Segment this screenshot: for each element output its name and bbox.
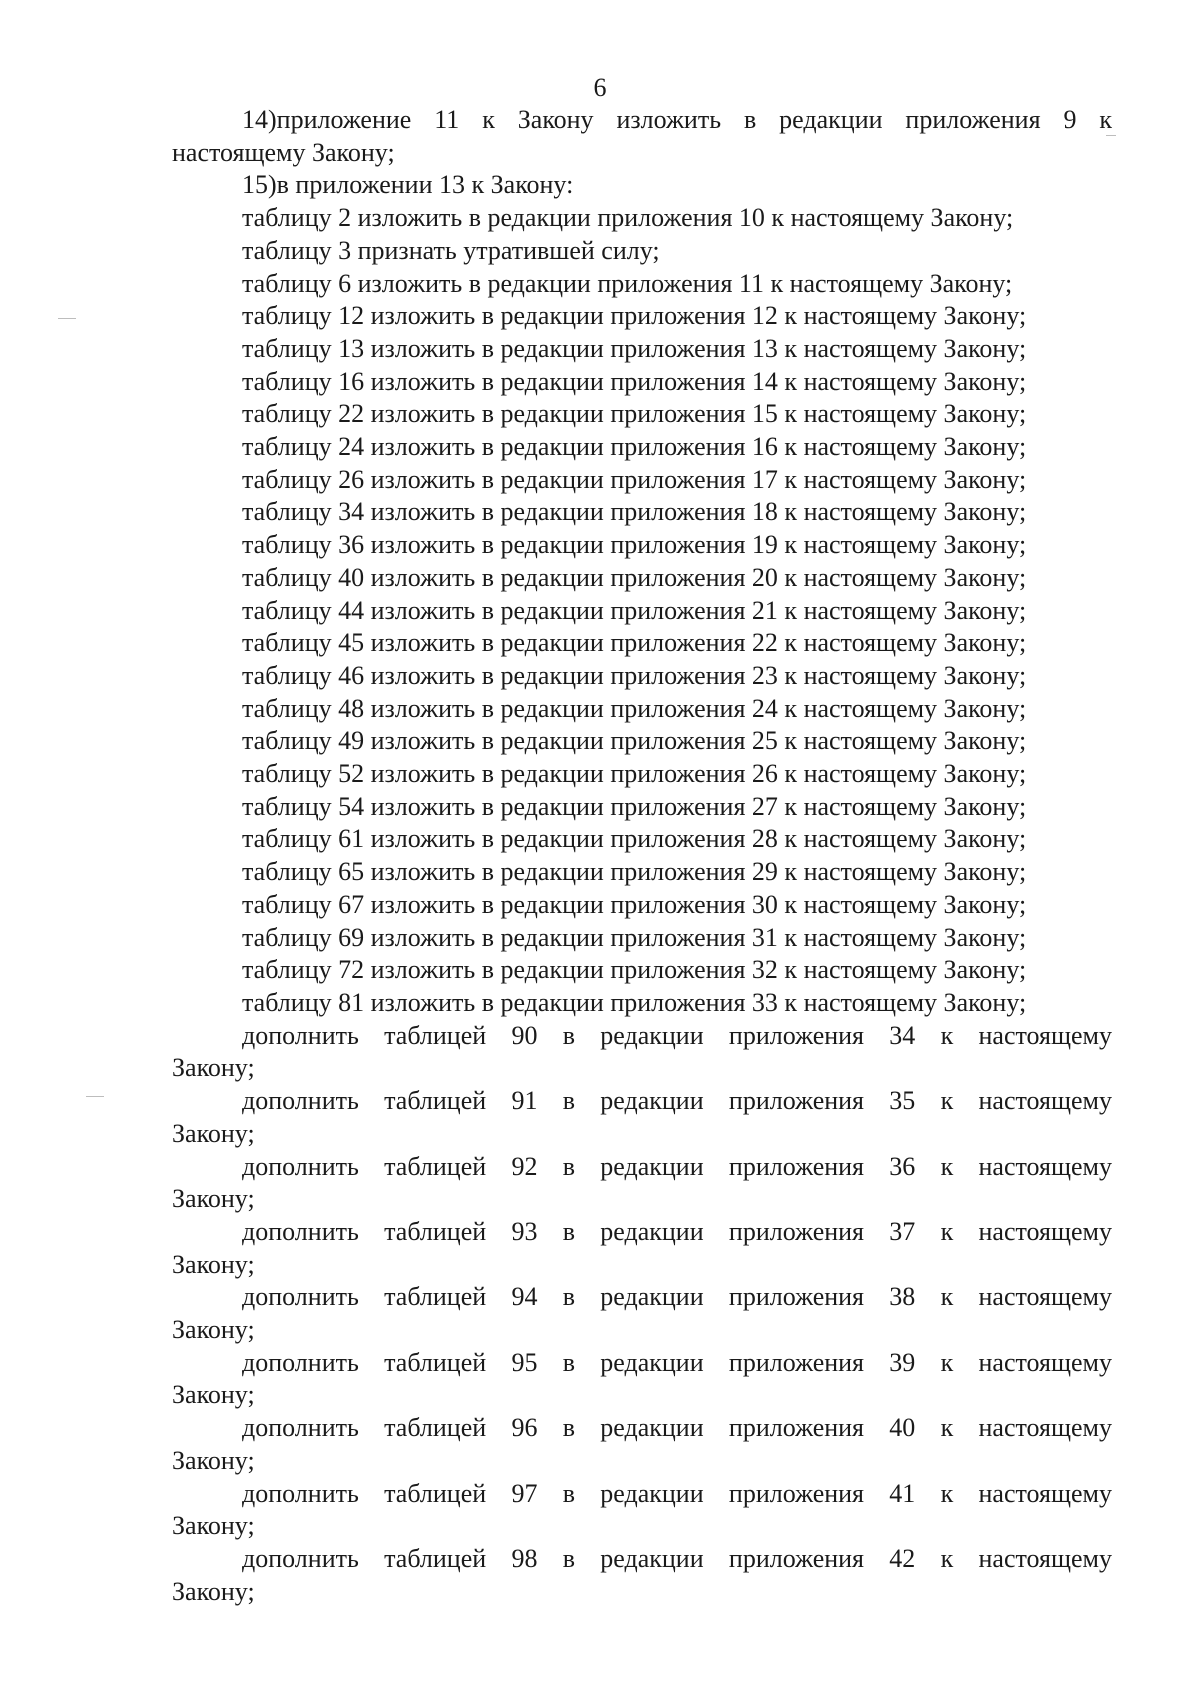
list-item: таблицу 16 изложить в редакции приложения 14 к настоящему Закону;	[242, 366, 1027, 396]
list-item: таблицу 6 изложить в редакции приложения 11 к настоящему Закону;	[242, 268, 1013, 298]
list-item: таблицу 36 изложить в редакции приложения 19 к настоящему Закону;	[242, 530, 1027, 560]
list-item: таблицу 22 изложить в редакции приложения 15 к настоящему Закону;	[242, 399, 1027, 429]
list-item: таблицу 40 изложить в редакции приложения 20 к настоящему Закону;	[242, 562, 1027, 592]
addition-first-line: дополнить таблицей 93 в редакции приложения 37 к настоящему	[242, 1216, 1112, 1246]
list-item: таблицу 67 изложить в редакции приложения 30 к настоящему Закону;	[242, 889, 1027, 919]
list-item: таблицу 44 изложить в редакции приложения 21 к настоящему Закону;	[242, 595, 1027, 625]
list-item: таблицу 65 изложить в редакции приложения 29 к настоящему Закону;	[242, 857, 1027, 887]
addition-second-line: Закону;	[172, 1118, 255, 1148]
addition-item	[172, 1543, 1112, 1608]
list-item: таблицу 13 изложить в редакции приложения 13 к настоящему Закону;	[242, 333, 1027, 363]
addition-item	[172, 1478, 1112, 1543]
list-item: таблицу 49 изложить в редакции приложения 25 к настоящему Закону;	[242, 726, 1027, 756]
list-item: таблицу 61 изложить в редакции приложения 28 к настоящему Закону;	[242, 824, 1027, 854]
list-item: таблицу 2 изложить в редакции приложения 10 к настоящему Закону;	[242, 203, 1014, 233]
addition-first-line: дополнить таблицей 96 в редакции приложения 40 к настоящему	[242, 1413, 1112, 1443]
addition-first-line: дополнить таблицей 94 в редакции приложения 38 к настоящему	[242, 1282, 1112, 1312]
document-body	[172, 104, 1112, 1608]
table-additions-list	[172, 1020, 1112, 1609]
scan-margin-mark	[86, 1096, 104, 1097]
addition-item	[172, 1151, 1112, 1216]
list-item: таблицу 48 изложить в редакции приложения 24 к настоящему Закону;	[242, 693, 1027, 723]
addition-first-line: дополнить таблицей 91 в редакции приложения 35 к настоящему	[242, 1086, 1112, 1116]
addition-second-line: Закону;	[172, 1511, 255, 1541]
scan-margin-mark	[1106, 135, 1116, 136]
list-item: таблицу 46 изложить в редакции приложения 23 к настоящему Закону;	[242, 660, 1027, 690]
addition-first-line: дополнить таблицей 90 в редакции приложения 34 к настоящему	[242, 1020, 1112, 1050]
addition-second-line: Закону;	[172, 1380, 255, 1410]
list-item: таблицу 3 признать утратившей силу;	[242, 235, 660, 265]
list-item: таблицу 24 изложить в редакции приложения 16 к настоящему Закону;	[242, 432, 1027, 462]
list-item: таблицу 54 изложить в редакции приложения 27 к настоящему Закону;	[242, 791, 1027, 821]
scan-margin-mark	[58, 318, 76, 319]
list-item: таблицу 52 изложить в редакции приложения 26 к настоящему Закону;	[242, 759, 1027, 789]
addition-second-line: Закону;	[172, 1249, 255, 1279]
addition-second-line: Закону;	[172, 1184, 255, 1214]
item-15: 15)в приложении 13 к Закону:	[242, 170, 574, 200]
table-amendments-list	[172, 202, 1112, 1020]
addition-item	[172, 1347, 1112, 1412]
addition-second-line: Закону;	[172, 1576, 255, 1606]
item-14-second-line: настоящему Закону;	[172, 137, 395, 167]
addition-first-line: дополнить таблицей 95 в редакции приложения 39 к настоящему	[242, 1347, 1112, 1377]
addition-second-line: Закону;	[172, 1445, 255, 1475]
list-item: таблицу 12 изложить в редакции приложения 12 к настоящему Закону;	[242, 301, 1027, 331]
item-14-first-line: 14)приложение 11 к Закону изложить в редакции приложения 9 к	[242, 105, 1112, 134]
addition-item	[172, 1020, 1112, 1085]
addition-second-line: Закону;	[172, 1053, 255, 1083]
list-item: таблицу 72 изложить в редакции приложения 32 к настоящему Закону;	[242, 955, 1027, 985]
addition-item	[172, 1412, 1112, 1477]
page-number: 6	[593, 73, 607, 102]
addition-item	[172, 1216, 1112, 1281]
addition-item	[172, 1281, 1112, 1346]
list-item: таблицу 26 изложить в редакции приложения 17 к настоящему Закону;	[242, 464, 1027, 494]
list-item: таблицу 69 изложить в редакции приложения 31 к настоящему Закону;	[242, 922, 1027, 952]
addition-first-line: дополнить таблицей 97 в редакции приложения 41 к настоящему	[242, 1478, 1112, 1508]
addition-first-line: дополнить таблицей 92 в редакции приложения 36 к настоящему	[242, 1151, 1112, 1181]
addition-second-line: Закону;	[172, 1315, 255, 1345]
list-item: таблицу 45 изложить в редакции приложения 22 к настоящему Закону;	[242, 628, 1027, 658]
addition-first-line: дополнить таблицей 98 в редакции приложения 42 к настоящему	[242, 1543, 1112, 1573]
addition-item	[172, 1085, 1112, 1150]
item-14	[172, 104, 1112, 169]
list-item: таблицу 81 изложить в редакции приложения 33 к настоящему Закону;	[242, 987, 1027, 1017]
list-item: таблицу 34 изложить в редакции приложения 18 к настоящему Закону;	[242, 497, 1027, 527]
